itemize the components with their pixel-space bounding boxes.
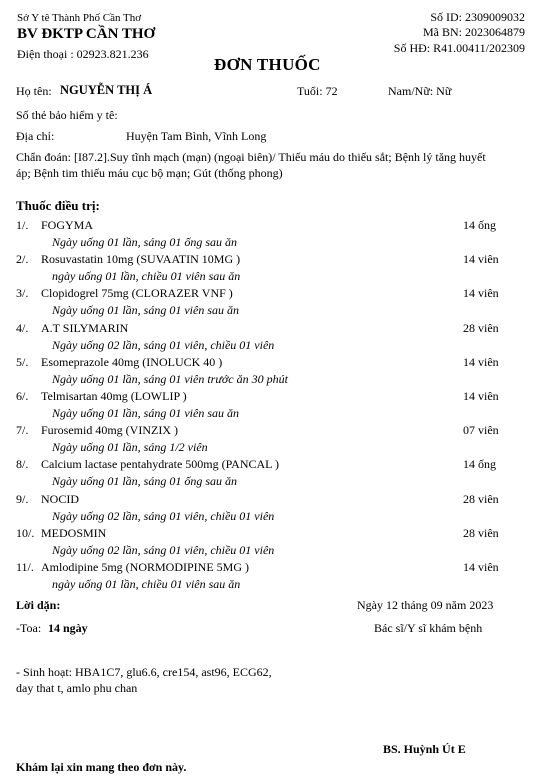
medication-name: FOGYMA bbox=[41, 218, 94, 232]
prescription-id: Số ID: 2309009032 bbox=[430, 10, 525, 24]
medication-name: Esomeprazole 40mg (INOLUCK 40 ) bbox=[41, 354, 223, 369]
medication-name: Clopidogrel 75mg (CLORAZER VNF ) bbox=[41, 286, 233, 301]
page-title: ĐƠN THUỐC bbox=[214, 55, 321, 74]
patient-code: Mã BN: 2023064879 bbox=[423, 25, 525, 39]
toa-label: -Toa: bbox=[16, 621, 42, 635]
medication-name: Telmisartan 40mg (LOWLIP ) bbox=[41, 389, 187, 403]
medication-number: 8/. bbox=[16, 457, 29, 472]
medication-name: NOCID bbox=[41, 491, 79, 506]
doctor-name: BS. Huỳnh Út E bbox=[383, 742, 466, 756]
patient-address: Huyện Tam Bình, Vĩnh Long bbox=[126, 129, 267, 143]
medication-name: Calcium lactase pentahydrate 500mg (PANCAL ) bbox=[41, 457, 280, 472]
prescription-date: Ngày 12 tháng 09 năm 2023 bbox=[357, 598, 494, 612]
medication-instruction: Ngày uống 01 lần, sáng 01 ống sau ăn bbox=[52, 235, 238, 249]
medication-number: 3/. bbox=[16, 286, 29, 301]
medication-number: 10/. bbox=[16, 525, 35, 540]
medication-instruction: ngày uống 01 lần, chiều 01 viên sau ăn bbox=[52, 269, 241, 284]
medication-name: Amlodipine 5mg (NORMODIPINE 5MG ) bbox=[41, 560, 249, 574]
medication-instruction: Ngày uống 02 lần, sáng 01 viên, chiều 01 viên bbox=[52, 542, 275, 557]
medication-name: Rosuvastatin 10mg (SUVAATIN 10MG ) bbox=[41, 252, 241, 267]
patient-age: Tuổi: 72 bbox=[297, 84, 338, 98]
patient-sex: Nam/Nữ: Nữ bbox=[388, 84, 452, 98]
medications-title: Thuốc điều trị: bbox=[16, 198, 100, 213]
medication-name: A.T SILYMARIN bbox=[41, 320, 129, 335]
medication-number: 9/. bbox=[16, 491, 29, 506]
medication-quantity: 14 viên bbox=[463, 389, 499, 403]
footer-note: Khám lại xin mang theo đơn này. bbox=[16, 760, 187, 774]
medication-instruction: Ngày uống 01 lần, sáng 01 viên sau ăn bbox=[52, 406, 239, 420]
hospital-name: BV ĐKTP CẦN THƠ bbox=[17, 26, 156, 42]
medication-quantity: 14 ống bbox=[463, 457, 496, 472]
medication-quantity: 14 ống bbox=[463, 218, 496, 232]
medication-instruction: Ngày uống 02 lần, sáng 01 viên, chiều 01 viên bbox=[52, 337, 275, 352]
notes-line-1: - Sinh hoạt: HBA1C7, glu6.6, cre154, ast96, ECG62, bbox=[16, 665, 272, 679]
medication-number: 7/. bbox=[16, 423, 29, 438]
address-label: Địa chỉ: bbox=[16, 129, 55, 143]
medication-quantity: 14 viên bbox=[463, 560, 499, 574]
invoice-number: Số HĐ: R41.00411/202309 bbox=[393, 41, 525, 55]
medication-quantity: 14 viên bbox=[463, 252, 499, 267]
medication-quantity: 14 viên bbox=[463, 354, 499, 369]
toa-days: 14 ngày bbox=[48, 621, 88, 635]
medication-instruction: Ngày uống 01 lần, sáng 01 viên sau ăn bbox=[52, 303, 239, 318]
hospital-phone: Điện thoại : 02923.821.236 bbox=[17, 47, 149, 61]
patient-name: NGUYỄN THỊ Á bbox=[60, 83, 153, 97]
medication-name: MEDOSMIN bbox=[41, 525, 107, 540]
medication-number: 6/. bbox=[16, 389, 29, 403]
medication-number: 11/. bbox=[16, 560, 34, 574]
medication-quantity: 28 viên bbox=[463, 320, 499, 335]
medication-quantity: 28 viên bbox=[463, 525, 499, 540]
medication-instruction: Ngày uống 01 lần, sáng 01 viên trước ăn 30 phút bbox=[52, 371, 288, 386]
medication-number: 2/. bbox=[16, 252, 29, 267]
name-label: Họ tên: bbox=[16, 84, 52, 98]
medication-instruction: Ngày uống 01 lần, sáng 1/2 viên bbox=[52, 440, 208, 455]
diagnosis-line-2: áp; Bệnh tim thiếu máu cục bộ mạn; Gút (thống phong) bbox=[16, 166, 283, 180]
medication-number: 4/. bbox=[16, 320, 29, 335]
medication-quantity: 28 viên bbox=[463, 491, 499, 506]
medication-quantity: 07 viên bbox=[463, 423, 499, 438]
diagnosis-line-1: Chẩn đoán: [I87.2].Suy tĩnh mạch (mạn) (ngoại biên)/ Thiếu máu do thiếu sắt; Bệnh lý tăng huyết bbox=[16, 150, 486, 164]
medication-instruction: Ngày uống 02 lần, sáng 01 viên, chiều 01 viên bbox=[52, 508, 275, 523]
medication-number: 1/. bbox=[16, 218, 29, 232]
medication-number: 5/. bbox=[16, 354, 29, 369]
department-name: Sở Y tê Thành Phố Cần Thơ bbox=[17, 12, 142, 24]
medication-quantity: 14 viên bbox=[463, 286, 499, 301]
notes-line-2: day that t, amlo phu chan bbox=[16, 681, 138, 695]
medication-instruction: ngày uống 01 lần, chiều 01 viên sau ăn bbox=[52, 577, 241, 591]
insurance-label: Số thẻ bảo hiểm y tê: bbox=[16, 108, 118, 122]
advice-label: Lời dặn: bbox=[16, 598, 61, 612]
medication-name: Furosemid 40mg (VINZIX ) bbox=[41, 423, 178, 438]
doctor-title: Bác sĩ/Y sĩ khám bệnh bbox=[374, 621, 483, 635]
medication-instruction: Ngày uống 01 lần, sáng 01 ống sau ăn bbox=[52, 474, 238, 489]
